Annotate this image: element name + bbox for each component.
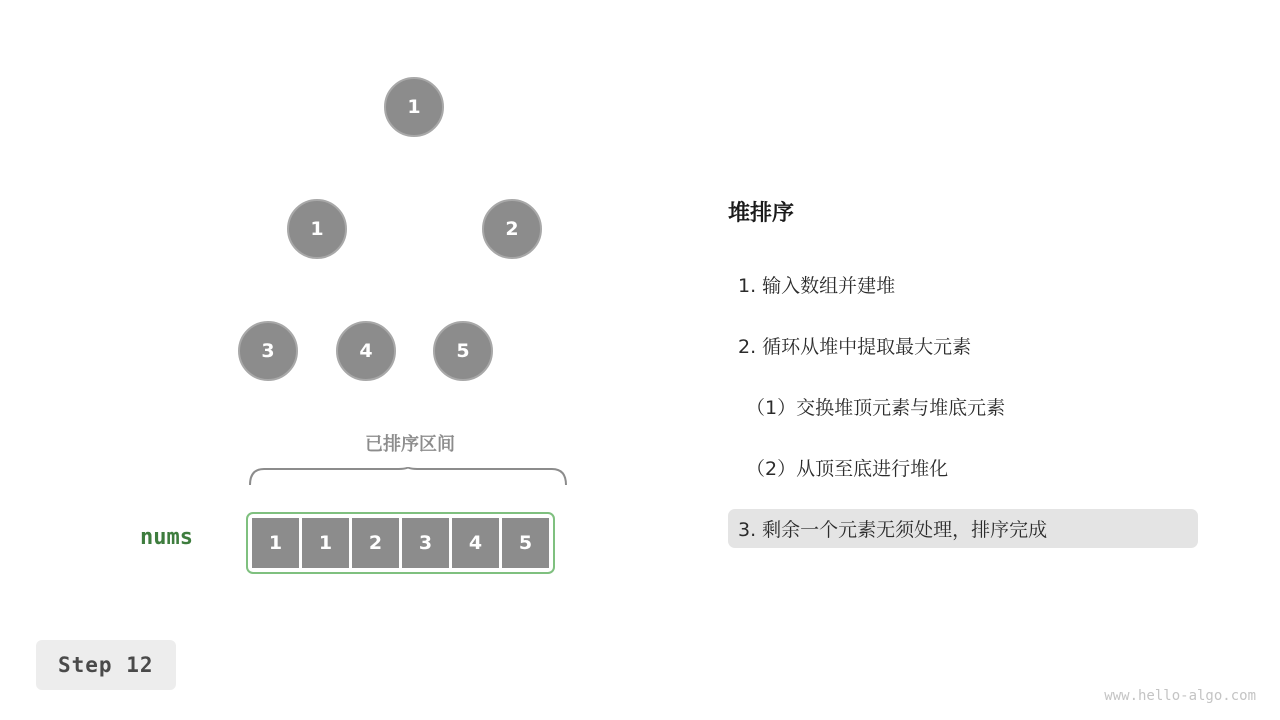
array-cell: 3 xyxy=(402,518,449,568)
tree-node-value: 2 xyxy=(505,218,519,240)
step-item-3: 3. 剩余一个元素无须处理，排序完成 xyxy=(728,509,1198,548)
tree-node xyxy=(336,321,396,381)
array-cell: 4 xyxy=(452,518,499,568)
brace-icon xyxy=(248,465,568,487)
tree-node xyxy=(482,199,542,259)
tree-node-value: 1 xyxy=(407,96,421,118)
tree-node xyxy=(287,199,347,259)
array-name-label: nums xyxy=(140,525,193,550)
watermark: www.hello-algo.com xyxy=(1104,688,1256,704)
algorithm-steps-panel xyxy=(728,196,1198,570)
tree-node xyxy=(384,77,444,137)
array-visualization xyxy=(0,420,700,590)
step-item-2-1: （1）交换堆顶元素与堆底元素 xyxy=(746,397,1006,419)
tree-node-value: 1 xyxy=(310,218,324,240)
sorted-range-label: 已排序区间 xyxy=(365,434,455,455)
tree-node xyxy=(433,321,493,381)
tree-node-value: 5 xyxy=(456,340,470,362)
array-cell: 5 xyxy=(502,518,549,568)
panel-title: 堆排序 xyxy=(728,201,795,226)
step-item-1: 1. 输入数组并建堆 xyxy=(738,275,896,297)
array-cell: 1 xyxy=(302,518,349,568)
step-item-2: 2. 循环从堆中提取最大元素 xyxy=(738,336,972,358)
step-badge: Step 12 xyxy=(36,640,176,690)
array-cell: 2 xyxy=(352,518,399,568)
tree-node-value: 3 xyxy=(261,340,275,362)
step-item-2-2: （2）从顶至底进行堆化 xyxy=(746,458,949,480)
tree-node-value: 4 xyxy=(359,340,373,362)
heap-tree-diagram xyxy=(0,0,700,430)
array-cell: 1 xyxy=(252,518,299,568)
array-container xyxy=(246,512,555,574)
tree-node xyxy=(238,321,298,381)
